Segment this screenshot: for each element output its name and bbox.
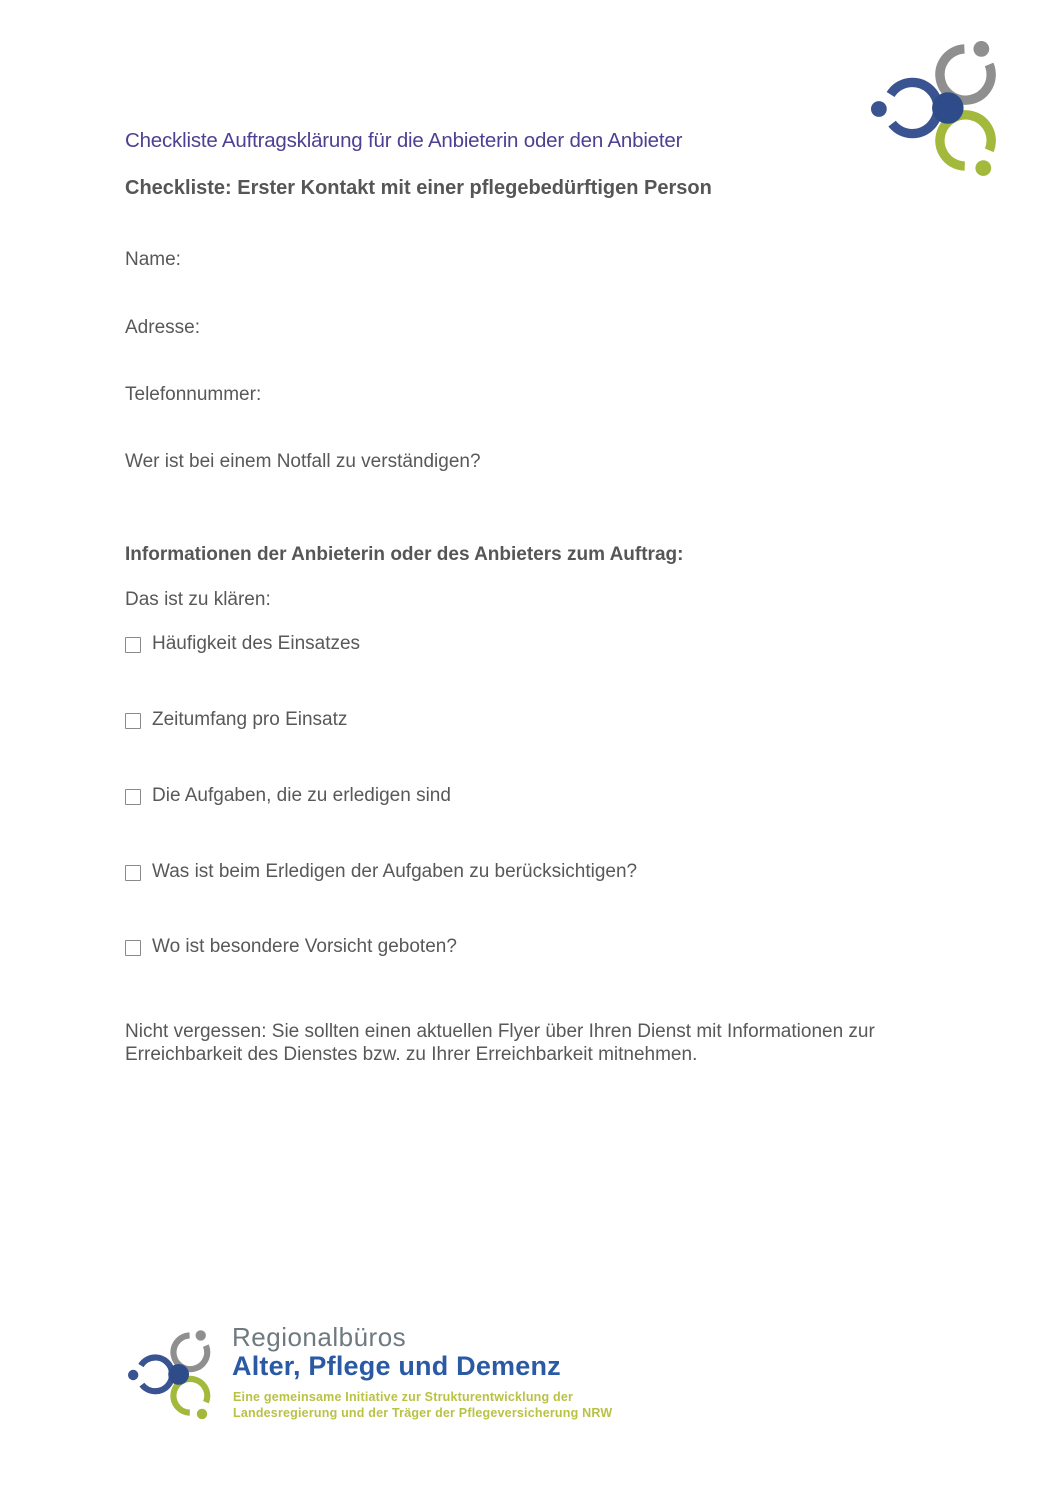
three-people-circle-logo-icon [871,38,1003,180]
checklist-item [125,936,457,958]
checklist-item-label: Was ist beim Erledigen der Aufgaben zu berücksichtigen? [152,861,638,882]
checklist-item-label: Häufigkeit des Einsatzes [152,633,361,654]
checkbox-icon [125,713,141,729]
checklist-item [125,633,360,655]
field-label-adresse: Adresse: [125,317,200,338]
footer-org-name-line2: Alter, Pflege und Demenz [232,1351,561,1381]
checkbox-icon [125,637,141,653]
note-line-1: Nicht vergessen: Sie sollten einen aktuellen Flyer über Ihren Dienst mit Informationen zur [125,1021,875,1042]
section-heading: Informationen der Anbieterin oder des Anbieters zum Auftrag: [125,544,684,565]
document-subtitle: Checkliste: Erster Kontakt mit einer pflegebedürftigen Person [125,177,712,199]
footer-org-name-line1: Regionalbüros [232,1322,407,1352]
checkbox-icon [125,865,141,881]
field-label-telefonnummer: Telefonnummer: [125,384,262,405]
checklist-item [125,785,451,807]
note-line-2: Erreichbarkeit des Dienstes bzw. zu Ihrer Erreichbarkeit mitnehmen. [125,1043,698,1065]
note-paragraph [125,1021,875,1066]
three-people-circle-logo-icon [128,1328,215,1422]
checklist-item [125,709,347,731]
field-label-notfall: Wer ist bei einem Notfall zu verständigen? [125,451,481,472]
checklist-item [125,861,637,883]
checklist-item-label: Zeitumfang pro Einsatz [152,709,348,730]
checklist-item-label: Wo ist besondere Vorsicht geboten? [152,936,457,957]
checklist-intro: Das ist zu klären: [125,589,271,610]
footer-tagline [233,1390,612,1421]
footer-tagline-line2: Landesregierung und der Träger der Pflegeversicherung NRW [233,1405,613,1420]
checkbox-icon [125,789,141,805]
checkbox-icon [125,940,141,956]
document-title: Checkliste Auftragsklärung für die Anbieterin oder den Anbieter [125,129,683,152]
field-label-name: Name: [125,249,181,270]
footer-tagline-line1: Eine gemeinsame Initiative zur Strukturentwicklung der [233,1390,574,1404]
checklist-item-label: Die Aufgaben, die zu erledigen sind [152,785,451,806]
